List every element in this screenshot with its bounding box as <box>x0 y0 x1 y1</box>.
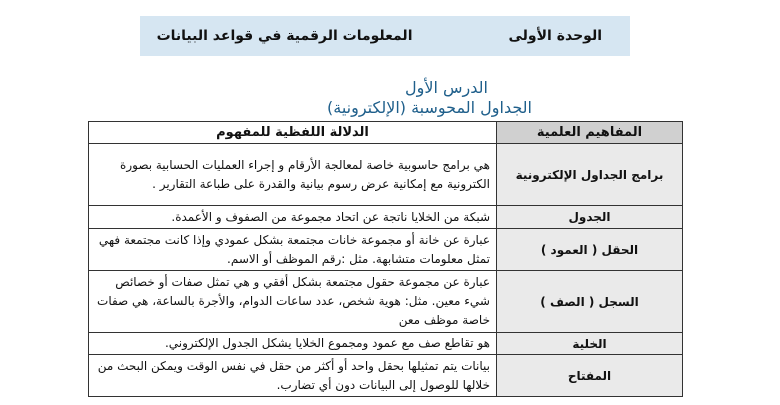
lesson-number: الدرس الأول <box>405 78 488 97</box>
topic-title: المعلومات الرقمية في قواعد البيانات <box>156 28 413 44</box>
definition-cell: عبارة عن مجموعة حقول مجتمعة بشكل أفقي و هي تمثل صفات أو خصائص شيء معين. مثل: هوية شخص، عدد ساعات الدوام، والأجرة بالساعة، هي صفات خاصة موظف معن <box>89 271 497 333</box>
header-concepts: المفاهيم العلمية <box>497 122 683 144</box>
unit-title: الوحدة الأولى <box>508 28 602 44</box>
definition-cell: عبارة عن خانة أو مجموعة خانات مجتمعة بشكل عمودي وإذا كانت مجتمعة فهي تمثل معلومات متشابهة. مثل :رقم الموظف أو الاسم. <box>89 229 497 271</box>
definition-cell: هي برامج حاسوبية خاصة لمعالجة الأرقام و إجراء العمليات الحسابية بصورة الكترونية مع إمكانية عرض رسوم بيانية والقدرة على طباعة التقارير . <box>89 144 497 206</box>
concept-cell: برامج الجداول الإلكترونية <box>497 144 683 206</box>
concept-cell: المفتاح <box>497 355 683 397</box>
table-row <box>89 271 683 333</box>
concept-cell: السجل ( الصف ) <box>497 271 683 333</box>
table-row <box>89 144 683 206</box>
lesson-title: الجداول المحوسبة (الإلكترونية) <box>327 98 532 117</box>
unit-header-banner <box>140 16 630 56</box>
table-row <box>89 333 683 355</box>
definition-cell: شبكة من الخلايا ناتجة عن اتحاد مجموعة من الصفوف و الأعمدة. <box>89 206 497 229</box>
table-row <box>89 355 683 397</box>
concept-cell: الخلية <box>497 333 683 355</box>
concept-cell: الحقل ( العمود ) <box>497 229 683 271</box>
concept-cell: الجدول <box>497 206 683 229</box>
concepts-table <box>88 121 683 397</box>
header-definition: الدلالة اللفظية للمفهوم <box>89 122 497 144</box>
table-row <box>89 229 683 271</box>
definition-cell: بيانات يتم تمثيلها بحقل واحد أو أكثر من حقل في نفس الوقت ويمكن البحث من خلالها للوصول إلى البيانات دون أي تضارب. <box>89 355 497 397</box>
table-row <box>89 206 683 229</box>
table-header-row <box>89 122 683 144</box>
definition-cell: هو تقاطع صف مع عمود ومجموع الخلايا يشكل الجدول الإلكتروني. <box>89 333 497 355</box>
